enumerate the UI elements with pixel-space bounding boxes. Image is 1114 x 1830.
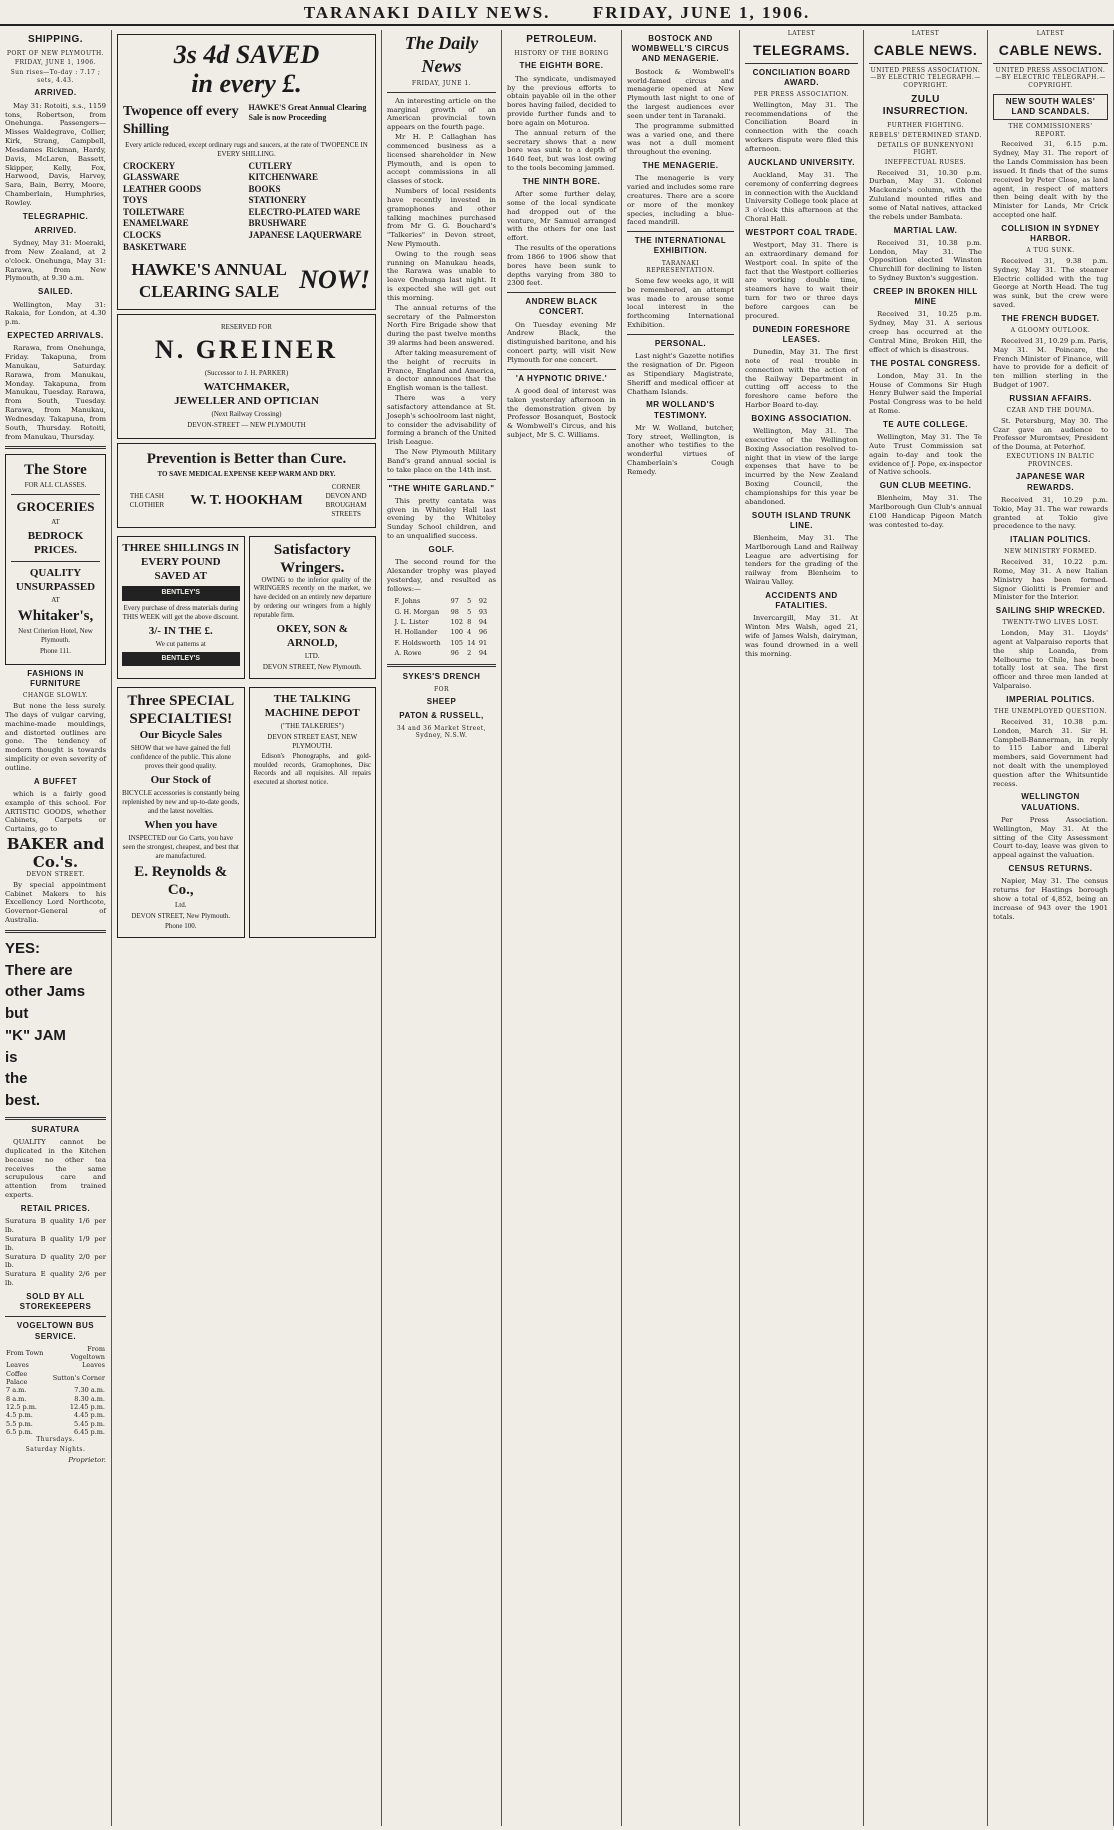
jam-line3: but [5,1005,29,1023]
bus-cell: 5.5 p.m. [6,1419,33,1428]
hawke-ad [117,34,376,310]
jeweller-label: JEWELLER AND OPTICIAN [174,394,319,407]
reynolds-address: DEVON STREET, New Plymouth. [131,911,231,920]
news-para: There was a very satisfactory attendance at St. Joseph's schoolroom last night, to consider the advisability of forming a branch of the United Irish League. [387,394,496,447]
goods-item: STATIONERY [248,195,307,206]
goods-item: TOILETWARE [123,206,185,217]
score-cell: H. Hollander [394,628,438,637]
goods-item: BASKETWARE [123,241,187,252]
menagerie-heading: THE MENAGERIE. [642,160,719,170]
bus-timetable [5,1345,106,1436]
score-cell: F. Holdsworth [394,638,441,647]
accidents-heading: ACCIDENTS AND FATALITIES. [765,590,838,611]
every-article: Every article reduced, except ordinary rugs and saucers, at the rate of TWOPENCE IN EVERY SHILLING. [125,141,368,158]
news-para: Napier, May 31. The census returns for Hastings borough show a total of 4,852, being an increase of 943 over the 1901 totals. [993,877,1108,921]
news-para: Bostock & Wombwell's world-famed circus and menagerie opened at New Plymouth last night to one of the largest audiences ever seen under tent in Taranaki. [627,67,734,120]
score-cell: J. L. Lister [394,618,429,627]
news-para: The annual returns of the secretary of the Palmerston North Fire Brigade show that during the past twelve months 39 alarms had been answered. [387,303,496,348]
wringers-title: Satisfactory Wringers. [273,541,351,576]
news-para: The programme submitted was a varied one, and there was not a dull moment throughout the evening. [627,121,734,157]
news-para: The results of the operations from 1866 to 1906 show that bores have been sunk to depths varying from 380 to 2300 feet. [507,244,616,288]
imperial-heading: IMPERIAL POLITICS. [1006,694,1095,704]
conciliation-heading: CONCILIATION BOARD AWARD. [752,67,851,87]
daily-date: FRIDAY, JUNE 1. [411,80,472,88]
arrived2-heading: ARRIVED. [34,225,77,235]
wringers-text: OWING to the inferior quality of the WRINGERS recently on the market, we have decided on an entirely new departure by ordering our wringers from a highly reputable firm. [253,576,371,619]
news-para: Received 31, 10.38 p.m. London, May 31. The Opposition elected Winston Churchill for declining to listen to Sydney Buxton's suggestion. [869,238,982,283]
talking-address: DEVON STREET EAST, NEW PLYMOUTH. [267,732,358,750]
okey-address: DEVON STREET, New Plymouth. [262,662,362,671]
bus-cell: 6.5 p.m. [6,1427,33,1436]
news-para: Blenheim, May 31. The Marlborough Land and Railway League are advertising for tenders for the grading of the railway from Blenheim to Wairau Valley. [745,534,858,587]
prevention-title: Prevention is Better than Cure. [146,450,347,467]
bentleys-banner-2: BENTLEY'S [122,652,240,667]
personal-heading: PERSONAL. [654,338,707,348]
price-item: Suratura B quality 1/9 per lb. [5,1234,106,1252]
greiner-name: N. GREINER [154,335,339,365]
quality-label: QUALITY UNSURPASSED [15,567,96,594]
bus-cell: Coffee Palace [6,1369,28,1387]
reynolds-name: E. Reynolds & Co., [134,863,228,898]
bicycle-text: SHOW that we have gained the full confidence of the public. This alone proves their good quality. [130,743,232,770]
south-heading: SOUTH ISLAND TRUNK LINE. [751,510,852,530]
fashions-text: But none the less surely. The days of vulgar carving, machine-made mouldings, and distorted outlines are gone. The tendency of modern thought is towards simplicity or even severity of outline. [5,702,106,772]
news-para: Dunedin, May 31. The first note of real trouble in connection with the action of the Railway Department in cutting off access to the foreshore came before the Harbor Board to-day. [745,348,858,410]
hawke-annual-title: HAWKE'S ANNUAL CLEARING SALE [131,260,287,301]
whitaker-address: Next Criterion Hotel, New Plymouth. [18,627,93,645]
at-label: AT [51,517,60,526]
price-item: Suratura B quality 1/6 per lb. [5,1217,106,1235]
at2-label: AT [51,596,60,605]
paper-name: TARANAKI DAILY NEWS. [303,3,551,22]
store-sub: FOR ALL CLASSES. [24,481,87,490]
score-cell: 93 [478,607,488,616]
bentley-text: Every purchase of dress materials during THIS WEEK will get the above discount. [122,603,239,621]
baker-text: By special appointment Cabinet Makers to his Excellency Lord Northcote, Governor-General of Australia. [5,880,106,925]
latest-label: LATEST [1036,30,1065,37]
bostock-heading: BOSTOCK AND WOMBWELL'S CIRCUS AND MENAGERIE. [631,34,730,64]
jam-line5: is [5,1048,18,1066]
column-shipping [0,30,112,1826]
jam-line7: best. [5,1092,41,1110]
news-para: On Tuesday evening Mr Andrew Black, the distinguished baritone, and his concert party, will visit New Plymouth for one concert. [507,320,616,364]
arrived-heading: ARRIVED. [34,88,77,98]
goods-item: CROCKERY [123,160,176,171]
greiner-successor: (Successor to J. H. PARKER) [204,368,289,377]
martial-heading: MARTIAL LAW. [893,225,958,235]
fashions-heading: FASHIONS IN FURNITURE [27,668,84,689]
saved-line1: 3s 4d SAVED [173,40,320,69]
news-para: The syndicate, undismayed by the previous efforts to obtain payable oil in the other bores having failed, decided to provide further funds and to bore again on Moturoa. [507,74,616,127]
bus-cell: 12.5 p.m. [6,1402,37,1411]
price-item: Suratura E quality 2/6 per lb. [5,1270,106,1287]
bus-cell: 7.30 a.m. [74,1386,105,1395]
daily-news-title: The Daily News [404,33,479,77]
news-para: Received 31, 10.22 p.m. Rome, May 31. A new Italian Ministry has been formed. Signor Giolitti is Premier and Minister for the Interior. [993,558,1108,602]
latest-label: LATEST [911,30,940,37]
groceries-label: GROCERIES [16,499,95,515]
price-item: Suratura D quality 2/0 per lb. [5,1252,106,1270]
news-para: Wellington, May 31. The recommendations of the Conciliation Board in connection with the coach workers dispute were filed this afternoon. [745,100,858,153]
jam-line4: "K" JAM [5,1026,66,1044]
jam-line2: other Jams [5,983,86,1001]
news-para: A good deal of interest was taken yesterday afternoon in the demonstration given by Professor Bosanquet, Bostock & Wombwell's Circus, and his subject, Mr S. C. Williams. [507,387,616,440]
cable-heading: CABLE NEWS. [869,42,982,64]
goods-item: CLOCKS [123,230,162,240]
creep-heading: CREEP IN BROKEN HILL MINE [873,286,978,307]
when-label: When you have [144,818,218,831]
sailed-text: Wellington, May 31: Rakaia, for London, at 4.30 p.m. [5,300,106,327]
greiner-ad [117,314,376,439]
te-aute-heading: TE AUTE COLLEGE. [882,419,969,429]
news-para: Received 31, 10.30 p.m. Durban, May 31. Colonel Mackenzie's column, with the Zululand mounted rifles and some of Natal natives, attacked the rebels under Bambata. [869,168,982,221]
telegraphic-heading: TELEGRAPHIC. [22,211,89,221]
thursdays-label: Thursdays. [36,1436,75,1444]
news-para: Wellington, May 31. The executive of the Wellington Boxing Association resolved to-night that in view of the large expenses that have to be incurred by the New Zealand Boxing Council, the championships for this year be abandoned. [745,427,858,506]
news-para: Wellington, May 31. The Te Aute Trust Commission sat again to-day and took the evidence of J. Pope, ex-inspector of Native schools. [869,433,983,477]
eighth-heading: THE EIGHTH BORE. [519,61,604,71]
auckland-heading: AUCKLAND UNIVERSITY. [748,157,855,167]
census-heading: CENSUS RETURNS. [1008,864,1093,874]
news-para: Received 31, 10.29 p.m. Paris, May 31. M. Poincare, the French Minister of Finance, will have to provide for a deficit of ten million sterling in the Budget of 1907. [993,336,1108,390]
column-telegrams [740,30,864,1826]
rebels-sub: REBELS' DETERMINED STAND. [869,131,982,139]
international-heading: THE INTERNATIONAL EXHIBITION. [634,236,727,256]
talking-title: THE TALKING MACHINE DEPOT [264,692,360,719]
score-cell: 92 [478,597,488,606]
press-label: PER PRESS ASSOCIATION. [753,91,850,99]
score-cell: 5 [467,597,472,606]
fashions-sub: CHANGE SLOWLY. [22,692,89,700]
edisons-text: Edison's Phonographs, and gold-moulded records, Gramophones, Disc Records and all requisites. All repairs executed at shortest notice. [253,752,371,787]
united-label: UNITED PRESS ASSOCIATION.—BY ELECTRIC TELEGRAPH.—COPYRIGHT. [995,66,1106,89]
crossing-label: (Next Railway Crossing) [211,409,282,418]
sykes-heading: SYKES'S DRENCH [402,672,481,682]
hookham-address: CORNER DEVON AND BROUGHAM STREETS [325,482,367,518]
arrived2-text: Sydney, May 31: Moeraki, from New Zealand, at 2 o'clock. Onehunga, May 31: Rarawa, from New Plymouth, at 9.30 a.m. [5,239,106,283]
whitaker-name: Whitaker's, [17,608,94,625]
bus-from-label: From Town [6,1348,44,1357]
score-cell: 5 [467,607,472,616]
shipping-date: FRIDAY, JUNE 1, 1906. [14,59,97,67]
score-cell: 98 [450,607,459,616]
medical-line: TO SAVE MEDICAL EXPENSE KEEP WARM AND DRY. [157,469,336,478]
news-para: Owing to the rough seas running on Manukau heads, the Rarawa was unable to leave Onehunga last night. It is expected she will get out this morning. [387,249,496,302]
score-cell: 96 [450,649,459,657]
bus-cell: Sutton's Corner [52,1373,105,1382]
history-sub: HISTORY OF THE BORING [514,49,609,57]
further-sub: FURTHER FIGHTING. [887,122,964,130]
news-para: Received 31, 10.29 p.m. Tokio, May 31. The war rewards granted at Tokio give precedence to the navy. [993,495,1108,531]
reynolds-phone: Phone 100. [165,922,197,931]
cable-heading: CABLE NEWS. [993,42,1108,64]
score-cell: 100 [450,628,463,637]
news-para: Received 31, 9.38 p.m. Sydney, May 31. The steamer Electric collided with the tug George at North Head. The tug was sunk, but the crew were saved. [993,257,1108,310]
sailing-heading: SAILING SHIP WRECKED. [995,606,1106,616]
news-para: Per Press Association. Wellington, May 31. At the sitting of the City Assessment Court to-day, leave was given to appeal against the valuation. [993,815,1108,860]
collision-heading: COLLISION IN SYDNEY HARBOR. [1001,223,1100,244]
column-petroleum [502,30,622,1826]
postal-heading: THE POSTAL CONGRESS. [870,358,981,368]
bus-cell: 8 a.m. [6,1394,27,1403]
news-para: Auckland, May 31. The ceremony of conferring degrees in connection with the Auckland University College took place at 3 o'clock this afternoon at the Choral Hall. [745,170,858,224]
okey-name: OKEY, SON & ARNOLD, [276,622,348,649]
bus-cell: 5.45 p.m. [74,1419,105,1428]
bicycle-sales: Our Bicycle Sales [139,728,222,741]
score-cell: 14 [467,638,476,647]
taranaki-rep-sub: TARANAKI REPRESENTATION. [646,259,715,275]
news-para: After taking measurement of the height of recruits in France, England and America, a doctor announces that the English woman is the tallest. [387,348,496,393]
saturday-label: Saturday Nights. [25,1445,86,1453]
ninth-heading: THE NINTH BORE. [522,176,601,186]
sykes-sheep: SHEEP [426,697,457,707]
bentleys-banner: BENTLEY'S [122,586,240,601]
goods-item: ELECTRO-PLATED WARE [248,206,361,217]
news-para: Blenheim, May 31. The Marlborough Gun Club's annual £100 Handicap Pigeon Match was contested to-day. [869,494,982,529]
golf-scores [392,595,490,659]
reynolds-ltd: Ltd. [175,900,187,909]
buffet-heading: A BUFFET [33,776,78,786]
goods-item: KITCHENWARE [248,172,319,183]
news-para: Received 31, 10.38 p.m. London, March 31. Sir H. Campbell-Bannerman, in reply to 115 Labor and Liberal members, said Government had not dealt with the unemployed question after the Whitsuntide recess. [993,717,1108,788]
news-para: Received 31, 10.25 p.m. Sydney, May 31. A serious creep has occurred at the Central Mine, Broken Hill, the effect of which is disastrous. [869,310,982,354]
bentley-discount: 3/- IN THE £. [148,624,213,637]
score-cell: A. Rowe [394,649,422,657]
baker-name: BAKER and Co.'s. [6,835,105,872]
news-para: Mr H. P. Callaghan has commenced business as a licensed shareholder in New Plymouth, and is open to accept commissions in all classes of stock. [387,133,496,186]
goods-item: BOOKS [248,183,281,194]
reserved-label: RESERVED FOR [221,322,272,331]
italian-heading: ITALIAN POLITICS. [1010,535,1091,545]
goods-left-list [123,161,245,253]
sykes-for: FOR [433,685,450,693]
bedrock-label: BEDROCK PRICES. [27,529,84,556]
price-list [5,1217,106,1288]
news-para: Received 31, 6.15 p.m. Sydney, May 31. The report of the Lands Commission has been issued. It finds that of the sums received by Peter Close, as land agent, in respect of matters then being dealt with by the Minister for Lands, Mr Crick accepted one half. [993,140,1108,220]
news-para: This pretty cantata was given in Whiteley Hall last evening by the Whiteley Sunday School children, and to an unqualified success. [387,496,496,541]
jam-line1: There are [5,961,73,979]
executions-sub: EXECUTIONS IN BALTIC PROVINCES. [1006,453,1095,468]
suratura-heading: SURATURA [31,1124,80,1134]
saved-line2: in every £. [191,68,302,98]
okey-ad [249,536,377,679]
score-cell: F. Johns [394,597,421,606]
westport-heading: WESTPORT COAL TRADE. [745,227,858,237]
score-cell: 97 [450,597,459,606]
three-shillings: THREE SHILLINGS IN EVERY POUND SAVED AT [122,541,240,582]
bentley-patterns: We cut patterns at [155,639,206,648]
score-cell: 94 [478,618,488,627]
news-para: An interesting article on the marginal growth of an American provincial town appears on the fourth page. [387,96,496,132]
score-cell: 4 [467,628,472,637]
score-cell: 2 [467,649,472,657]
nsw-heading: NEW SOUTH WALES' LAND SCANDALS. [993,94,1108,120]
wellington-heading: WELLINGTON VALUATIONS. [1021,792,1080,812]
boxing-heading: BOXING ASSOCIATION. [751,413,852,423]
ineffectual-sub: INEFFECTUAL RUSES. [884,158,967,166]
bus-cell: 4.5 p.m. [6,1411,33,1420]
goods-item: TOYS [123,195,148,206]
score-cell: 91 [478,638,488,647]
french-heading: THE FRENCH BUDGET. [1001,313,1100,323]
commissioners-sub: THE COMMISSIONERS' REPORT. [1008,123,1093,138]
news-para: Last night's Gazette notifies the resignation of Dr. Pigeon as Stipendiary Magistrate, Sheriff and medical officer at Chatham Islands. [627,352,734,396]
stock-text: BICYCLE accessories is constantly being replenished by new and up-to-date goods, and the latest novelties. [122,788,240,815]
sold-label: SOLD BY ALL STOREKEEPERS [19,1291,92,1312]
news-para: Mr W. Wolland, butcher, Tory street, Wellington, is another who testifies to the wonderful virtues of Chamberlain's Cough Remedy. [627,423,734,476]
jam-yes: YES: [5,939,41,957]
goods-item: CUTLERY [248,160,293,171]
score-cell: 8 [467,618,472,627]
masthead [0,0,1114,26]
goods-right-list [249,161,371,253]
score-cell: 105 [450,638,463,647]
bus-cell: Leaves [6,1361,29,1370]
czar-sub: CZAR AND THE DOUMA. [1006,407,1095,415]
when-text: INSPECTED our Go Carts, you have seen the strongest, cheapest, and best that are manufactured. [122,833,239,860]
shipping-heading: SHIPPING. [27,34,84,45]
reynolds-ad [117,687,245,939]
stock-label: Our Stock of [150,773,211,786]
jam-line6: the [5,1070,28,1088]
score-cell: 94 [478,649,488,657]
expected-heading: EXPECTED ARRIVALS. [7,330,104,340]
column-circus [622,30,740,1826]
paton-name: PATON & RUSSELL, [399,711,484,721]
cash-label: THE CASH CLOTHIER [129,491,165,509]
news-para: London, May 31. In the House of Commons Sir Hugh Henry Bulwer said the Imperial Postal Congress was to be held at Rome. [869,371,982,416]
golf-heading: GOLF. [428,544,455,554]
hookham-name: W. T. HOOKHAM [190,492,303,508]
news-para: Westport, May 31. There is an extraordinary demand for Westport coal. In spite of the fact that the Westport collieries are working double time, steamers have to wait their turn for two or three days before cargoes can be procured. [745,241,858,320]
bentley-ad [117,536,245,679]
column-cable-2 [988,30,1114,1826]
score-cell: 96 [478,628,488,637]
news-para: St. Petersburg, May 30. The Czar gave an audience to Professor Muromtsev, President of the Douma, at Peterhof. [993,416,1108,452]
news-para: The New Plymouth Military Band's grand annual social is to take place on the 14th inst. [387,448,496,474]
zulu-heading: ZULU INSURRECTION. [882,93,969,118]
russian-heading: RUSSIAN AFFAIRS. [1009,393,1092,403]
dunedin-heading: DUNEDIN FORESHORE LEASES. [752,324,851,344]
golf-text: The second round for the Alexander trophy was played yesterday, and resulted as follows:— [387,558,496,593]
greiner-address: DEVON-STREET — NEW PLYMOUTH [187,420,306,429]
unemployed-sub: THE UNEMPLOYED QUESTION. [994,708,1107,716]
score-cell: G. H. Morgan [394,607,440,616]
talking-ad [249,687,377,939]
port-subheading: PORT OF NEW PLYMOUTH. [6,49,105,57]
goods-item: BRUSHWARE [248,218,307,229]
details-sub: DETAILS OF BUNKENYONI FIGHT. [877,141,974,157]
bus-cell: 4.45 p.m. [74,1411,105,1420]
tug-sub: A TUG SUNK. [1026,247,1075,255]
hookham-ad [117,443,376,528]
okey-ltd: LTD. [304,651,320,660]
sun-times: Sun rises—To-day : 7.17 ; sets, 4.43. [10,69,101,84]
goods-item: ENAMELWARE [123,218,189,229]
jam-ad [5,938,106,1112]
ministry-sub: NEW MINISTRY FORMED. [1004,548,1097,556]
news-para: The menagerie is very varied and includes some rare creatures. There are a score or more of the monkey species, including a blue-faced mandrill. [627,174,734,227]
united-label: UNITED PRESS ASSOCIATION.—BY ELECTRIC TELEGRAPH.—COPYRIGHT. [870,66,981,89]
column-ads [112,30,382,1826]
bus-cell: 12.45 p.m. [69,1402,105,1411]
retail-heading: RETAIL PRICES. [20,1203,91,1213]
news-para: The annual return of the secretary shows that a new bore was sunk to a depth of 1640 feet, but was lost owing to the tools becoming jammed. [507,128,616,172]
proprietor-label: Proprietor. [68,1455,106,1464]
bus-cell: Leaves [82,1361,105,1370]
sailed-heading: SAILED. [37,287,74,297]
bus-cell: 6.45 p.m. [74,1427,105,1436]
bus-cell: 8.30 a.m. [74,1394,105,1403]
news-para: Invercargill, May 31. At Winton Mrs Walsh, aged 21, wife of James Walsh, dairyman, was found drowned in a well this morning. [745,614,858,658]
japanese-heading: JAPANESE WAR REWARDS. [1015,472,1086,492]
twopence-label: Twopence off every Shilling [123,104,239,138]
column-cable-1 [864,30,988,1826]
hypnotic-heading: 'A HYPNOTIC DRIVE.' [515,373,608,383]
buffet-text: which is a fairly good example of this school. For ARTISTIC GOODS, whether Cabinets, Carpets or Curtains, go to [5,789,106,834]
gloomy-sub: A GLOOMY OUTLOOK. [1010,327,1091,335]
goods-item: JAPANESE LAQUERWARE [248,230,362,240]
arrived-text: May 31: Rotoiti, s.s., 1159 tons, Robertson, from Onehunga. Passengers—Misses Waldegrave, Collier, Kirk, Strang, Campbell, Mesdames Rickman, Hardy, Davis, McLaren, Bassett, Skipper, Kelly, Fox, Harwood, Davis, Harvey, Sara, Bain, Berry, Moore, Chamberlain, Humphries, Rowley. [5,101,106,207]
bus-to-label: From Vogeltown [70,1344,105,1362]
bus-cell: 7 a.m. [6,1386,27,1395]
now-label: NOW! [299,265,370,295]
petroleum-heading: PETROLEUM. [526,34,597,45]
news-para: London, May 31. Lloyds' agent at Valparaiso reports that the ship Loanda, from Melbourne to Chile, has been totally lost at sea. The first officer and three men landed at Valparaiso. [993,629,1108,691]
twenty-sub: TWENTY-TWO LIVES LOST. [1002,619,1099,627]
goods-item: GLASSWARE [123,172,180,183]
three-special: Three SPECIAL SPECIALTIES! [127,692,235,727]
whitaker-phone: Phone 111. [40,647,71,656]
latest-label: LATEST [787,30,816,37]
suratura-text: QUALITY cannot be duplicated in the Kitchen because no other tea receives the same scrupulous care and attention from trained experts. [5,1138,106,1200]
hawke-clearing-note: HAWKE'S Great Annual Clearing Sale is now Proceeding [248,103,367,123]
goods-item: LEATHER GOODS [123,183,202,194]
telegrams-heading: TELEGRAMS. [745,42,858,64]
news-para: After some further delay, some of the local syndicate had dropped out of the venture, Mr Samuel arranged with the others for one last effort. [507,190,616,243]
column-daily-news [382,30,502,1826]
store-ad [5,454,106,665]
wolland-heading: MR WOLLAND'S TESTIMONY. [646,400,715,420]
expected-text: Rarawa, from Onehunga, Friday. Takapuna, from Manukau, Saturday. Rarawa, from Manukau, Monday. Takapuna, from Manukau, Tuesday. Rarawa, from South, Tuesday. Rarawa, from Manukau, Wednesday. Takapuna, from South, Thursday. Rotoiti, from Manukau, Thursday. [5,344,106,441]
talkeries-label: ("THE TALKERIES") [280,721,344,730]
issue-date: FRIDAY, JUNE 1, 1906. [592,3,811,22]
store-title: The Store [24,462,87,479]
news-para: Numbers of local residents have recently invested in gramophones and other talking machines purchased from Mr G. G. Bouchard's "Talkeries" in Devon street, New Plymouth. [387,187,496,248]
baker-address: DEVON STREET. [26,871,85,879]
news-para: Some few weeks ago, it will be remembered, an attempt was made to arouse some local interest in the forthcoming International Exhibition. [627,277,734,330]
gun-heading: GUN CLUB MEETING. [879,481,972,491]
score-cell: 102 [450,618,463,627]
white-garland-heading: "THE WHITE GARLAND." [388,483,495,493]
bus-heading: VOGELTOWN BUS SERVICE. [16,1321,95,1341]
black-heading: ANDREW BLACK CONCERT. [525,297,598,317]
paton-address: 34 and 36 Market Street, Sydney, N.S.W. [396,724,487,740]
watchmaker-label: WATCHMAKER, [203,380,290,393]
